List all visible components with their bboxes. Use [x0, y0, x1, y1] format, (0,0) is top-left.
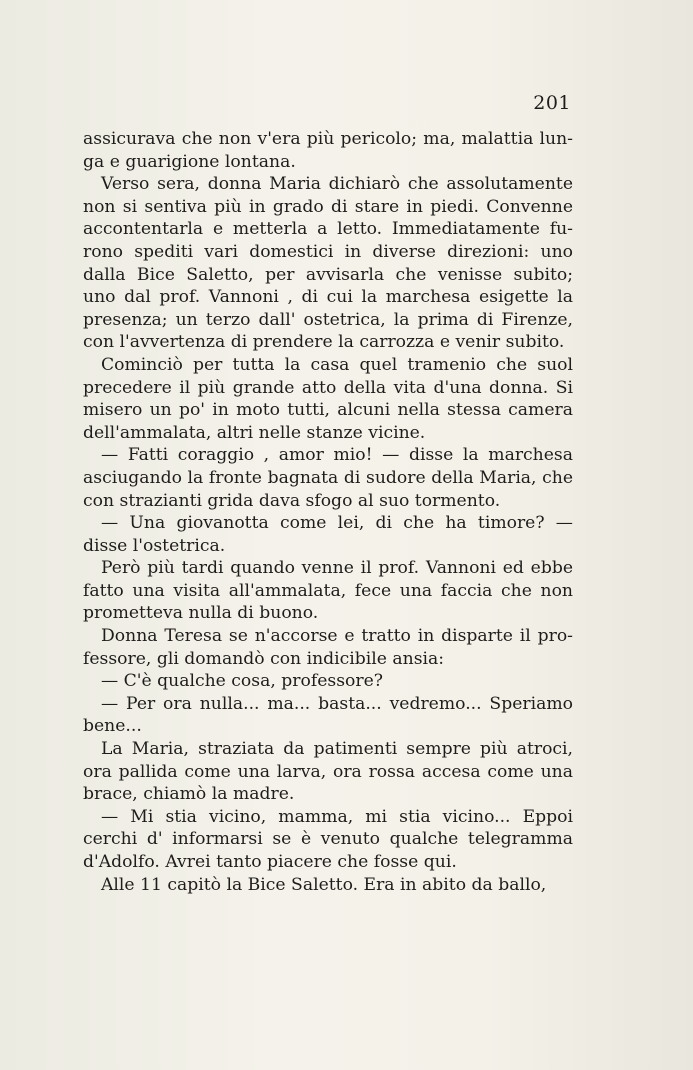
text-line: assicurava che non v'era più pericolo; ma, malattia lun-: [83, 129, 573, 149]
paragraph: [83, 173, 573, 354]
text-line: dalla Bice Saletto, per avvisarla che venisse subito;: [83, 264, 573, 285]
text-line: Cominciò per tutta la casa quel tramenio che suol: [101, 354, 573, 375]
paragraph: [83, 874, 573, 897]
text-line: La Maria, straziata da patimenti sempre più atroci,: [101, 739, 573, 760]
text-line: presenza; un terzo dall' ostetrica, la prima di Firenze,: [83, 309, 573, 330]
paragraph: [83, 806, 573, 874]
text-line: accontentarla e metterla a letto. Immediatamente fu-: [83, 219, 573, 240]
paragraph: [83, 444, 573, 512]
text-line: con strazianti grida dava sfogo al suo tormento.: [83, 490, 501, 511]
text-line: rono spediti vari domestici in diverse direzioni: uno: [83, 241, 573, 262]
paragraph: [83, 670, 573, 693]
text-line: Però più tardi quando venne il prof. Vannoni ed ebbe: [101, 558, 573, 579]
paragraph: [83, 512, 573, 557]
paragraph: [83, 738, 573, 806]
text-line: — Mi stia vicino, mamma, mi stia vicino... Eppoi: [101, 806, 573, 827]
text-line: non si sentiva più in grado di stare in piedi. Convenne: [83, 196, 573, 217]
text-line: Alle 11 capitò la Bice Saletto. Era in abito da ballo,: [101, 874, 547, 895]
text-line: misero un po' in moto tutti, alcuni nella stessa camera: [83, 400, 573, 421]
text-line: dell'ammalata, altri nelle stanze vicine.: [83, 422, 426, 443]
text-line: brace, chiamò la madre.: [83, 784, 295, 805]
paragraph: [83, 354, 573, 444]
text-line: precedere il più grande atto della vita d'una donna. Si: [83, 377, 573, 398]
text-line: uno dal prof. Vannoni , di cui la marchesa esigette la: [83, 287, 573, 308]
text-line: Donna Teresa se n'accorse e tratto in disparte il pro-: [101, 626, 573, 647]
text-line: d'Adolfo. Avrei tanto piacere che fosse qui.: [83, 852, 457, 872]
text-line: asciugando la fronte bagnata di sudore della Maria, che: [83, 467, 573, 488]
text-line: — C'è qualche cosa, professore?: [101, 671, 383, 692]
paragraph: [83, 693, 573, 738]
paragraph: [83, 557, 573, 625]
page-number: 201: [533, 92, 571, 114]
paragraph: [83, 128, 573, 173]
body-text: [83, 128, 573, 896]
text-line: ora pallida come una larva, ora rossa accesa come una: [83, 761, 573, 782]
paragraph: [83, 625, 573, 670]
text-line: fessore, gli domandò con indicibile ansia:: [83, 648, 445, 669]
text-line: fatto una visita all'ammalata, fece una faccia che non: [83, 580, 573, 601]
text-line: ga e guarigione lontana.: [83, 151, 296, 172]
text-line: disse l'ostetrica.: [83, 535, 226, 556]
text-line: cerchi d' informarsi se è venuto qualche telegramma: [83, 829, 573, 850]
text-line: bene...: [83, 716, 142, 737]
text-line: con l'avvertenza di prendere la carrozza e venir subito.: [83, 332, 565, 353]
text-line: Verso sera, donna Maria dichiarò che assolutamente: [101, 174, 573, 195]
text-line: — Per ora nulla... ma... basta... vedremo... Speriamo: [101, 693, 573, 714]
text-line: prometteva nulla di buono.: [83, 603, 319, 624]
text-line: — Una giovanotta come lei, di che ha timore? —: [101, 513, 573, 534]
text-line: — Fatti coraggio , amor mio! — disse la marchesa: [101, 445, 573, 466]
